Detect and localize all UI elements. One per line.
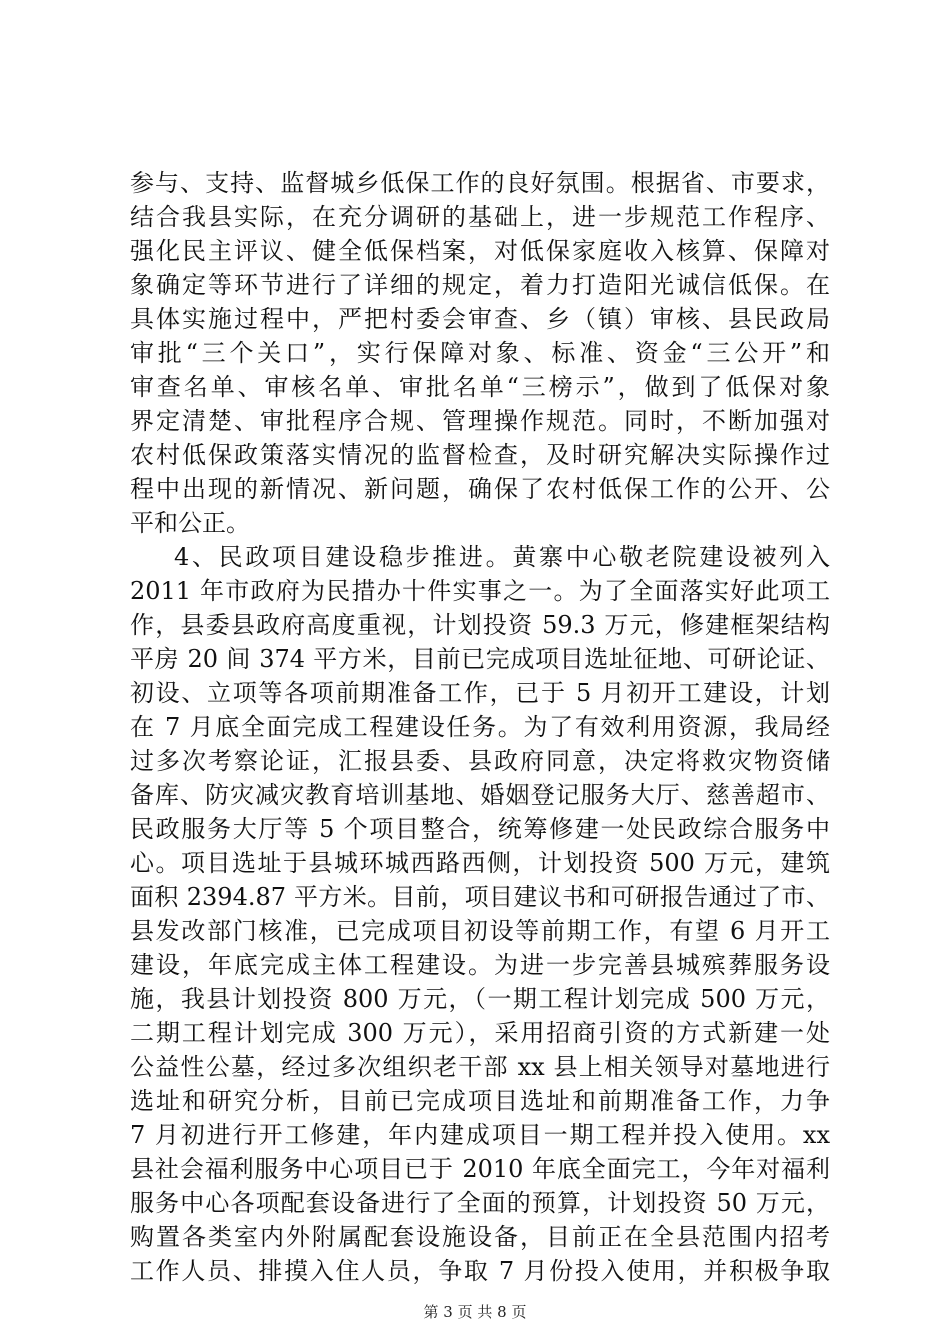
text-line: 7 月初进行开工修建，年内建成项目一期工程并投入使用。xx (130, 1121, 830, 1149)
text-line: 二期工程计划完成 300 万元），采用招商引资的方式新建一处 (130, 1019, 830, 1047)
text-line: 心。项目选址于县城环城西路西侧，计划投资 500 万元，建筑 (130, 849, 830, 877)
text-line: 审查名单、审核名单、审批名单“三榜示”，做到了低保对象 (130, 373, 830, 401)
text-line: 民政服务大厅等 5 个项目整合，统筹修建一处民政综合服务中 (130, 815, 830, 843)
text-line: 农村低保政策落实情况的监督检查，及时研究解决实际操作过 (130, 441, 830, 469)
text-line: 过多次考察论证，汇报县委、县政府同意，决定将救灾物资储 (130, 747, 830, 775)
text-line: 工作人员、排摸入住人员，争取 7 月份投入使用，并积极争取 (130, 1257, 830, 1285)
text-line: 在 7 月底全面完成工程建设任务。为了有效利用资源，我局经 (130, 713, 830, 741)
text-line: 2011 年市政府为民措办十件实事之一。为了全面落实好此项工 (130, 577, 830, 605)
text-line: 平和公正。 (130, 509, 250, 537)
text-line: 县发改部门核准，已完成项目初设等前期工作，有望 6 月开工 (130, 917, 830, 945)
text-line: 施，我县计划投资 800 万元，（一期工程计划完成 500 万元， (130, 985, 830, 1013)
text-line: 界定清楚、审批程序合规、管理操作规范。同时，不断加强对 (130, 407, 830, 435)
text-line: 购置各类室内外附属配套设施设备，目前正在全县范围内招考 (130, 1223, 830, 1251)
text-line: 平房 20 间 374 平方米，目前已完成项目选址征地、可研论证、 (130, 645, 830, 673)
text-line: 审批“三个关口”，实行保障对象、标准、资金“三公开”和 (130, 339, 830, 367)
text-line: 结合我县实际，在充分调研的基础上，进一步规范工作程序、 (130, 203, 830, 231)
text-line: 县社会福利服务中心项目已于 2010 年底全面完工，今年对福利 (130, 1155, 830, 1183)
text-line: 具体实施过程中，严把村委会审查、乡（镇）审核、县民政局 (130, 305, 830, 333)
text-line: 初设、立项等各项前期准备工作，已于 5 月初开工建设，计划 (130, 679, 830, 707)
text-line: 强化民主评议、健全低保档案，对低保家庭收入核算、保障对 (130, 237, 830, 265)
text-line: 参与、支持、监督城乡低保工作的良好氛围。根据省、市要求， (130, 169, 830, 197)
page-number-footer: 第 3 页 共 8 页 (423, 1303, 527, 1321)
text-line: 选址和研究分析，目前已完成项目选址和前期准备工作，力争 (130, 1087, 830, 1115)
text-line: 服务中心各项配套设备进行了全面的预算，计划投资 50 万元， (130, 1189, 830, 1217)
text-line: 作，县委县政府高度重视，计划投资 59.3 万元，修建框架结构 (130, 611, 830, 639)
text-line: 建设，年底完成主体工程建设。为进一步完善县城殡葬服务设 (130, 951, 830, 979)
section-heading-line: 4、民政项目建设稳步推进。黄寨中心敬老院建设被列入 (174, 543, 830, 571)
text-line: 面积 2394.87 平方米。目前，项目建议书和可研报告通过了市、 (130, 883, 830, 911)
document-body (130, 166, 830, 1288)
text-line: 程中出现的新情况、新问题，确保了农村低保工作的公开、公 (130, 475, 830, 503)
text-line: 备库、防灾减灾教育培训基地、婚姻登记服务大厅、慈善超市、 (130, 781, 830, 809)
text-line: 象确定等环节进行了详细的规定，着力打造阳光诚信低保。在 (130, 271, 830, 299)
text-line: 公益性公墓，经过多次组织老干部 xx 县上相关领导对墓地进行 (130, 1053, 830, 1081)
